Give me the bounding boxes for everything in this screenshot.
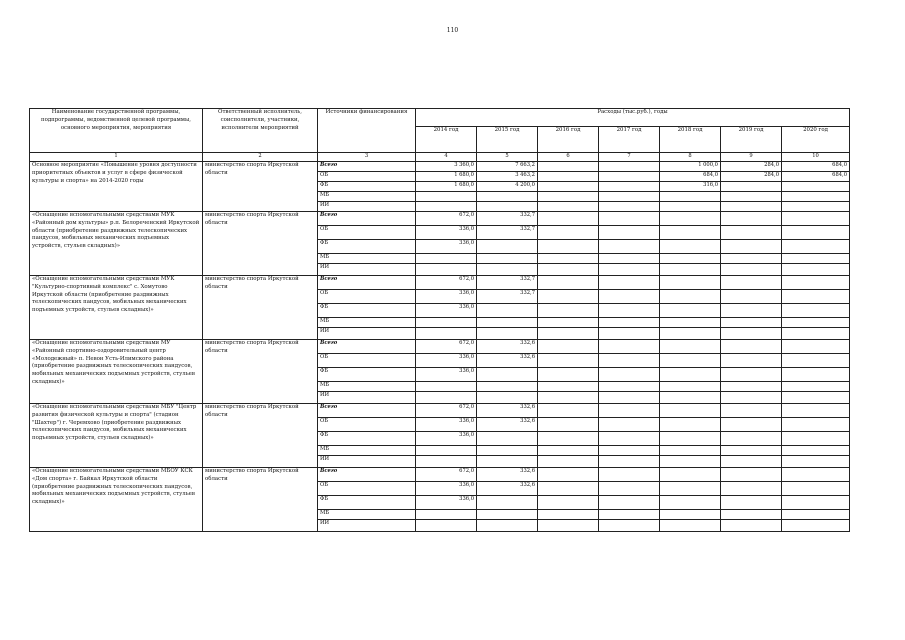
funding-source: МБ <box>318 254 416 264</box>
header-year: 2020 год <box>782 127 850 153</box>
expense-value <box>477 432 538 446</box>
funding-source: МБ <box>318 318 416 328</box>
expense-value <box>538 446 599 456</box>
header-source: Источники финансирования <box>318 109 416 153</box>
expense-value: 336,0 <box>416 418 477 432</box>
expense-value <box>782 446 850 456</box>
expense-value <box>660 520 721 532</box>
expense-value <box>599 382 660 392</box>
funding-source: МБ <box>318 192 416 202</box>
expense-value <box>721 276 782 290</box>
expense-value <box>782 182 850 192</box>
expense-value <box>599 368 660 382</box>
expense-value <box>721 432 782 446</box>
expense-value <box>416 392 477 404</box>
expense-value <box>477 328 538 340</box>
expense-value <box>538 392 599 404</box>
expense-value <box>721 368 782 382</box>
responsible-executor: министерство спорта Иркутской области <box>203 468 318 532</box>
expense-value <box>416 192 477 202</box>
funding-source: Всего <box>318 212 416 226</box>
expense-value <box>416 510 477 520</box>
expense-value: 332,7 <box>477 226 538 240</box>
table-row <box>30 468 850 482</box>
expense-value <box>538 468 599 482</box>
responsible-executor: министерство спорта Иркутской области <box>203 340 318 404</box>
table-row <box>30 162 850 172</box>
expense-value <box>660 456 721 468</box>
expense-value <box>416 446 477 456</box>
measure-name: «Оснащение вспомогательными средствами МУ «Районный спортивно-оздоровительный центр «Молодежный» п. Невон Усть-Илимского района (приобретение раздвижных телескопических пандусов, мобильных механических подъемных устройств, стульев складных)» <box>30 340 203 404</box>
table-row <box>30 404 850 418</box>
expense-value <box>538 240 599 254</box>
funding-source: ФБ <box>318 432 416 446</box>
expense-value <box>538 482 599 496</box>
funding-source: МБ <box>318 510 416 520</box>
expense-value: 336,0 <box>416 354 477 368</box>
expense-value <box>599 496 660 510</box>
expense-value <box>782 354 850 368</box>
expense-value <box>660 340 721 354</box>
expense-value: 1 000,0 <box>660 162 721 172</box>
expense-value <box>599 328 660 340</box>
expense-value <box>477 456 538 468</box>
expense-value <box>782 328 850 340</box>
expense-value <box>599 354 660 368</box>
expense-value <box>599 254 660 264</box>
funding-source: ОБ <box>318 172 416 182</box>
funding-source: МБ <box>318 382 416 392</box>
expense-value <box>782 276 850 290</box>
expense-value <box>477 382 538 392</box>
expense-value: 684,0 <box>660 172 721 182</box>
expense-value <box>599 340 660 354</box>
expense-value <box>721 192 782 202</box>
column-number: 7 <box>599 153 660 162</box>
expense-value <box>477 240 538 254</box>
header-year: 2015 год <box>477 127 538 153</box>
expense-value <box>599 240 660 254</box>
measure-name: «Оснащение вспомогательными средствами МУК «Районный дом культуры» р.п. Белореченский Иркутской области (приобретение раздвижных телескопических пандусов, мобильных механических подъемных устройств, стульев складных)» <box>30 212 203 276</box>
expense-value <box>599 212 660 226</box>
expense-value <box>599 520 660 532</box>
expense-value <box>782 318 850 328</box>
expense-value <box>477 254 538 264</box>
expense-value <box>721 202 782 212</box>
expense-value <box>477 318 538 328</box>
measure-name: Основное мероприятие «Повышение уровня доступности приоритетных объектов и услуг в сфере физической культуры и спорта» на 2014-2020 годы <box>30 162 203 212</box>
expense-value <box>538 382 599 392</box>
expense-value: 284,0 <box>721 162 782 172</box>
expense-value <box>782 432 850 446</box>
expense-value <box>721 304 782 318</box>
expense-value: 332,6 <box>477 340 538 354</box>
expense-value <box>538 404 599 418</box>
expense-value <box>660 264 721 276</box>
expense-value <box>538 162 599 172</box>
expense-value <box>721 496 782 510</box>
expense-value <box>782 202 850 212</box>
funding-source: ОБ <box>318 418 416 432</box>
column-number: 1 <box>30 153 203 162</box>
expense-value: 332,7 <box>477 290 538 304</box>
funding-source: Всего <box>318 404 416 418</box>
expense-value: 336,0 <box>416 496 477 510</box>
expense-value <box>538 354 599 368</box>
expense-value <box>599 510 660 520</box>
table-row <box>30 212 850 226</box>
expense-value <box>477 392 538 404</box>
expense-value: 332,7 <box>477 276 538 290</box>
expense-value: 672,0 <box>416 212 477 226</box>
expense-value <box>782 382 850 392</box>
funding-source: ФБ <box>318 496 416 510</box>
column-number: 2 <box>203 153 318 162</box>
expense-value <box>721 456 782 468</box>
table-row <box>30 276 850 290</box>
column-number: 6 <box>538 153 599 162</box>
expense-value: 336,0 <box>416 368 477 382</box>
funding-source: ФБ <box>318 304 416 318</box>
expense-value <box>477 202 538 212</box>
funding-source: ИИ <box>318 456 416 468</box>
expense-value <box>782 240 850 254</box>
expense-value <box>660 276 721 290</box>
expense-value: 684,0 <box>782 172 850 182</box>
expenses-table <box>29 108 850 532</box>
expense-value <box>660 392 721 404</box>
expense-value: 332,7 <box>477 212 538 226</box>
expense-value <box>721 354 782 368</box>
expense-value <box>416 202 477 212</box>
funding-source: Всего <box>318 162 416 172</box>
expense-value: 672,0 <box>416 276 477 290</box>
responsible-executor: министерство спорта Иркутской области <box>203 212 318 276</box>
expense-value <box>538 276 599 290</box>
expense-value <box>721 240 782 254</box>
expense-value <box>721 468 782 482</box>
expense-value <box>599 202 660 212</box>
expense-value <box>416 382 477 392</box>
expense-value: 332,6 <box>477 404 538 418</box>
expense-value <box>538 496 599 510</box>
expense-value <box>660 418 721 432</box>
expense-value <box>782 418 850 432</box>
expense-value <box>782 226 850 240</box>
expense-value <box>538 172 599 182</box>
expense-value <box>660 254 721 264</box>
expense-value <box>416 254 477 264</box>
expense-value <box>660 328 721 340</box>
expense-value <box>477 510 538 520</box>
expense-value <box>660 192 721 202</box>
expense-value: 284,0 <box>721 172 782 182</box>
expense-value: 336,0 <box>416 482 477 496</box>
column-number: 4 <box>416 153 477 162</box>
expense-value <box>782 496 850 510</box>
expense-value <box>599 290 660 304</box>
expense-value <box>477 192 538 202</box>
column-number: 9 <box>721 153 782 162</box>
expense-value <box>538 520 599 532</box>
expense-value <box>477 496 538 510</box>
measure-name: «Оснащение вспомогательными средствами МБУ "Центр развития физической культуры и спорта" (стадион "Шахтер") г. Черемхово (приобретение раздвижных телескопических пандусов, мобильных механических подъемных устройств, стульев складных)» <box>30 404 203 468</box>
expense-value <box>721 212 782 226</box>
expense-value <box>721 482 782 496</box>
expense-value <box>660 446 721 456</box>
expense-value <box>416 520 477 532</box>
expense-value <box>660 496 721 510</box>
expense-value: 336,0 <box>416 226 477 240</box>
expense-value: 332,6 <box>477 468 538 482</box>
expense-value <box>660 432 721 446</box>
expense-value <box>599 172 660 182</box>
expense-value <box>660 318 721 328</box>
expense-value <box>721 182 782 192</box>
measure-name: «Оснащение вспомогательными средствами МБОУ КСК «Дом спорта» г. Байкал Иркутской области (приобретение раздвижных телескопических пандусов, мобильных механических подъемных устройств, стульев складных)» <box>30 468 203 532</box>
header-responsible: Ответственный исполнитель, соисполнители, участники, исполнители мероприятий <box>203 109 318 153</box>
expense-value <box>538 254 599 264</box>
expense-value <box>782 456 850 468</box>
expense-value <box>782 304 850 318</box>
expense-value <box>782 482 850 496</box>
expense-value: 672,0 <box>416 468 477 482</box>
responsible-executor: министерство спорта Иркутской области <box>203 162 318 212</box>
header-year: 2016 год <box>538 127 599 153</box>
expense-value <box>599 304 660 318</box>
funding-source: Всего <box>318 340 416 354</box>
expense-value <box>599 418 660 432</box>
column-number: 10 <box>782 153 850 162</box>
expense-value: 336,0 <box>416 304 477 318</box>
expense-value <box>660 368 721 382</box>
expense-value <box>660 202 721 212</box>
funding-source: ИИ <box>318 202 416 212</box>
expense-value <box>538 328 599 340</box>
expense-value: 672,0 <box>416 404 477 418</box>
expense-value <box>538 226 599 240</box>
expense-value <box>782 392 850 404</box>
expense-value: 336,0 <box>416 432 477 446</box>
expense-value <box>538 264 599 276</box>
expense-value <box>782 468 850 482</box>
header-year: 2019 год <box>721 127 782 153</box>
expense-value: 3 463,2 <box>477 172 538 182</box>
expense-value <box>721 418 782 432</box>
funding-source: ОБ <box>318 290 416 304</box>
expense-value <box>660 304 721 318</box>
expense-value <box>538 202 599 212</box>
expense-value <box>538 212 599 226</box>
expense-value <box>721 290 782 304</box>
expense-value: 1 680,0 <box>416 182 477 192</box>
expense-value: 3 360,0 <box>416 162 477 172</box>
expense-value <box>538 192 599 202</box>
expense-value <box>782 290 850 304</box>
expense-value <box>599 276 660 290</box>
funding-source: ФБ <box>318 182 416 192</box>
expense-value <box>660 354 721 368</box>
expense-value: 332,6 <box>477 354 538 368</box>
expense-value <box>538 432 599 446</box>
expense-value <box>599 404 660 418</box>
expense-value <box>599 318 660 328</box>
expense-value <box>538 290 599 304</box>
expense-value: 332,6 <box>477 482 538 496</box>
expense-value <box>660 212 721 226</box>
responsible-executor: министерство спорта Иркутской области <box>203 276 318 340</box>
funding-source: ФБ <box>318 240 416 254</box>
expense-value <box>538 456 599 468</box>
header-year: 2018 год <box>660 127 721 153</box>
expense-value <box>538 318 599 328</box>
expense-value <box>599 446 660 456</box>
funding-source: Всего <box>318 468 416 482</box>
funding-source: Всего <box>318 276 416 290</box>
expense-value <box>538 368 599 382</box>
expense-value <box>721 520 782 532</box>
expense-value <box>721 254 782 264</box>
expense-value: 4 200,0 <box>477 182 538 192</box>
expense-value <box>721 318 782 328</box>
expense-value <box>721 328 782 340</box>
expense-value <box>599 432 660 446</box>
funding-source: МБ <box>318 446 416 456</box>
funding-source: ОБ <box>318 482 416 496</box>
column-number: 5 <box>477 153 538 162</box>
expense-value <box>660 510 721 520</box>
header-year: 2017 год <box>599 127 660 153</box>
measure-name: «Оснащение вспомогательными средствами МУК "Культурно-спортивный комплекс" с. Хомутово Иркутской области (приобретение раздвижных телескопических пандусов, мобильных механических подъемных устройств, стульев складных)» <box>30 276 203 340</box>
page-number: 110 <box>446 27 459 34</box>
header-expenses: Расходы (тыс.руб.), годы <box>416 109 850 127</box>
expense-value <box>721 264 782 276</box>
expense-value <box>599 162 660 172</box>
expense-value <box>477 520 538 532</box>
expense-value <box>721 510 782 520</box>
expense-value: 336,0 <box>416 240 477 254</box>
expense-value <box>782 404 850 418</box>
expense-value <box>660 226 721 240</box>
expense-value <box>599 182 660 192</box>
expense-value <box>660 290 721 304</box>
expense-value <box>782 254 850 264</box>
funding-source: ОБ <box>318 354 416 368</box>
column-number: 3 <box>318 153 416 162</box>
expense-value <box>721 392 782 404</box>
expense-value <box>477 304 538 318</box>
expense-value: 1 680,0 <box>416 172 477 182</box>
expense-value <box>538 510 599 520</box>
expense-value <box>782 340 850 354</box>
expense-value <box>782 368 850 382</box>
expense-value <box>416 456 477 468</box>
expense-value <box>660 382 721 392</box>
expense-value: 332,6 <box>477 418 538 432</box>
header-year: 2014 год <box>416 127 477 153</box>
table-row <box>30 340 850 354</box>
expense-value <box>721 404 782 418</box>
expense-value <box>538 418 599 432</box>
expense-value <box>782 520 850 532</box>
responsible-executor: министерство спорта Иркутской области <box>203 404 318 468</box>
expense-value <box>416 328 477 340</box>
funding-source: ОБ <box>318 226 416 240</box>
expense-value <box>477 368 538 382</box>
expense-value <box>721 340 782 354</box>
funding-source: ИИ <box>318 328 416 340</box>
expense-value: 336,0 <box>416 290 477 304</box>
expense-value <box>660 404 721 418</box>
expense-value <box>721 226 782 240</box>
expense-value <box>538 304 599 318</box>
funding-source: ИИ <box>318 264 416 276</box>
expense-value <box>477 446 538 456</box>
expense-value <box>660 240 721 254</box>
expense-value <box>599 264 660 276</box>
expense-value <box>538 182 599 192</box>
expense-value <box>599 482 660 496</box>
expense-value <box>782 510 850 520</box>
expense-value <box>782 212 850 226</box>
funding-source: ФБ <box>318 368 416 382</box>
expense-value: 7 663,2 <box>477 162 538 172</box>
expense-value <box>599 456 660 468</box>
header-name: Наименование государственной программы, подпрограммы, ведомственной целевой программы, основного мероприятия, мероприятия <box>30 109 203 153</box>
funding-source: ИИ <box>318 520 416 532</box>
expense-value <box>721 446 782 456</box>
expense-value: 316,0 <box>660 182 721 192</box>
expense-value <box>660 468 721 482</box>
expense-value <box>416 318 477 328</box>
expense-value <box>416 264 477 276</box>
expense-value <box>477 264 538 276</box>
column-number: 8 <box>660 153 721 162</box>
expense-value <box>782 264 850 276</box>
funding-source: ИИ <box>318 392 416 404</box>
expense-value <box>599 468 660 482</box>
expense-value <box>721 382 782 392</box>
expense-value: 672,0 <box>416 340 477 354</box>
expense-value <box>599 392 660 404</box>
expense-value: 684,0 <box>782 162 850 172</box>
expense-value <box>782 192 850 202</box>
expense-value <box>599 226 660 240</box>
expense-value <box>660 482 721 496</box>
expense-value <box>538 340 599 354</box>
expense-value <box>599 192 660 202</box>
